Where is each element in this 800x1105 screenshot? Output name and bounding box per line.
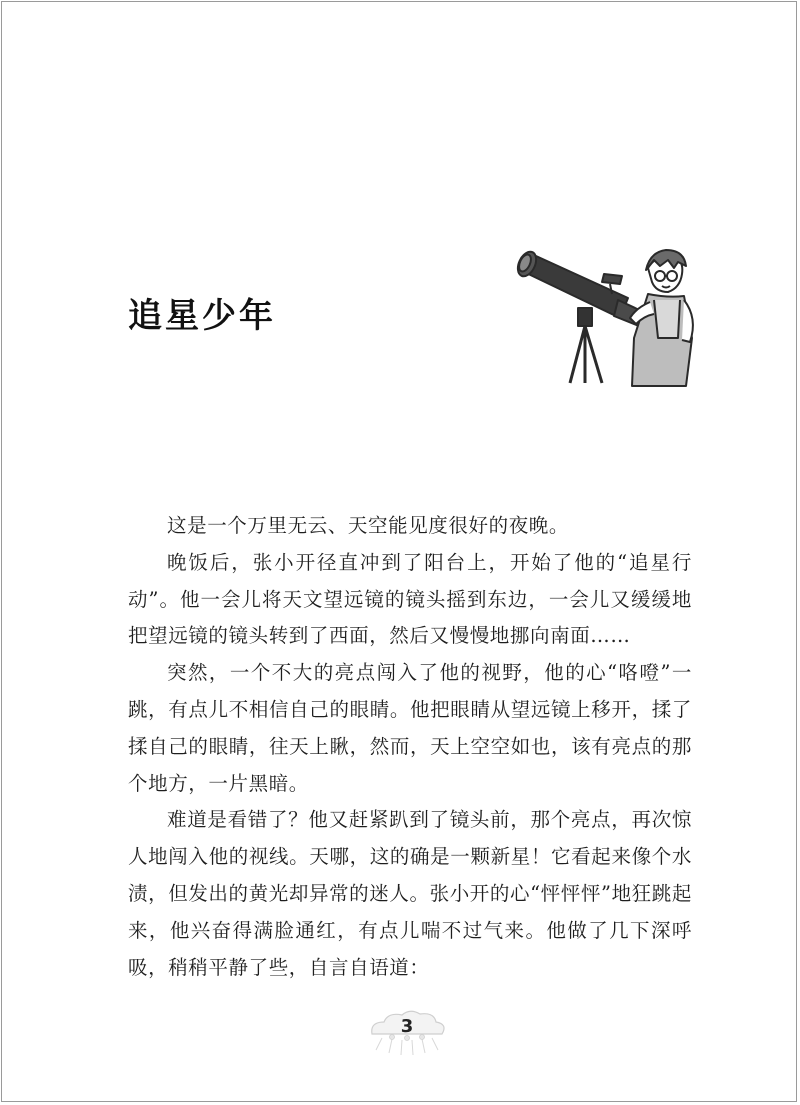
- paragraph: 突然，一个不大的亮点闯入了他的视野，他的心“咯噔”一跳，有点儿不相信自己的眼睛。他把眼睛从望远镜上移开，揉了揉自己的眼睛，往天上瞅，然而，天上空空如也，该有亮点的那个地方，一片黑暗。: [128, 661, 692, 795]
- chapter-title: 追星少年: [128, 296, 276, 336]
- story-body: [128, 508, 692, 986]
- page-number-badge: [362, 1006, 452, 1061]
- paragraph: 这是一个万里无云、天空能见度很好的夜晚。: [167, 514, 570, 537]
- paragraph: 晚饭后，张小开径直冲到了阳台上，开始了他的“追星行动”。他一会儿将天文望远镜的镜头摇到东边，一会儿又缓缓地把望远镜的镜头转到了西面，然后又慢慢地挪向南面……: [128, 550, 692, 648]
- boy-with-telescope-illustration: [508, 238, 708, 388]
- paragraph: 难道是看错了？他又赶紧趴到了镜头前，那个亮点，再次惊人地闯入他的视线。天哪，这的确是一颗新星！它看起来像个水渍，但发出的黄光却异常的迷人。张小开的心“怦怦怦”地狂跳起来，他兴奋得满脸通红，有点儿喘不过气来。他做了几下深呼吸，稍稍平静了些，自言自语道：: [128, 808, 692, 979]
- page-number: 3: [400, 1016, 414, 1037]
